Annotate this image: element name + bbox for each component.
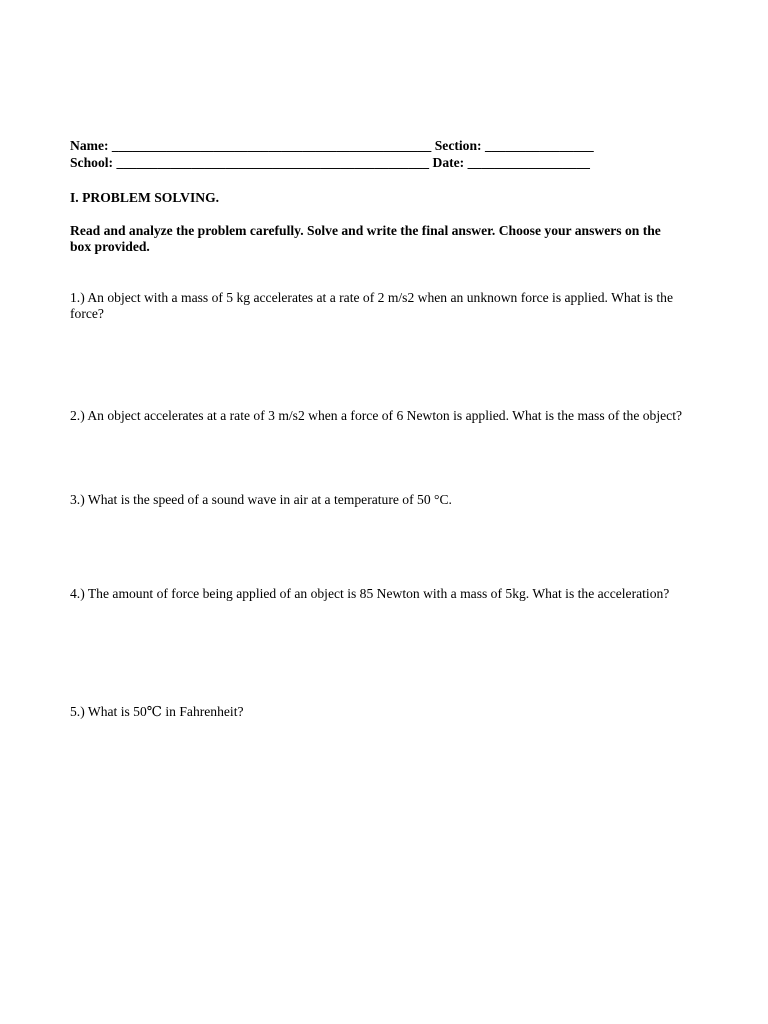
question-1: 1.) An object with a mass of 5 kg accelerates at a rate of 2 m/s2 when an unknown force is applied. What is the force? [70, 289, 673, 321]
question-5: 5.) What is 50℃ in Fahrenheit? [70, 704, 244, 719]
instructions: Read and analyze the problem carefully. Solve and write the final answer. Choose your answers on the box provided. [70, 222, 661, 254]
school-date-line: School: ______________________________________________ Date: __________________ [70, 154, 590, 170]
section-title: I. PROBLEM SOLVING. [70, 190, 220, 205]
worksheet-page [70, 138, 706, 721]
name-section-line: Name: _______________________________________________ Section: ________________ [70, 138, 594, 153]
question-4: 4.) The amount of force being applied of an object is 85 Newton with a mass of 5kg. What is the acceleration? [70, 585, 670, 601]
question-3: 3.) What is the speed of a sound wave in air at a temperature of 50 °C. [70, 492, 452, 507]
question-2: 2.) An object accelerates at a rate of 3 m/s2 when a force of 6 Newton is applied. What is the mass of the object? [70, 407, 683, 423]
